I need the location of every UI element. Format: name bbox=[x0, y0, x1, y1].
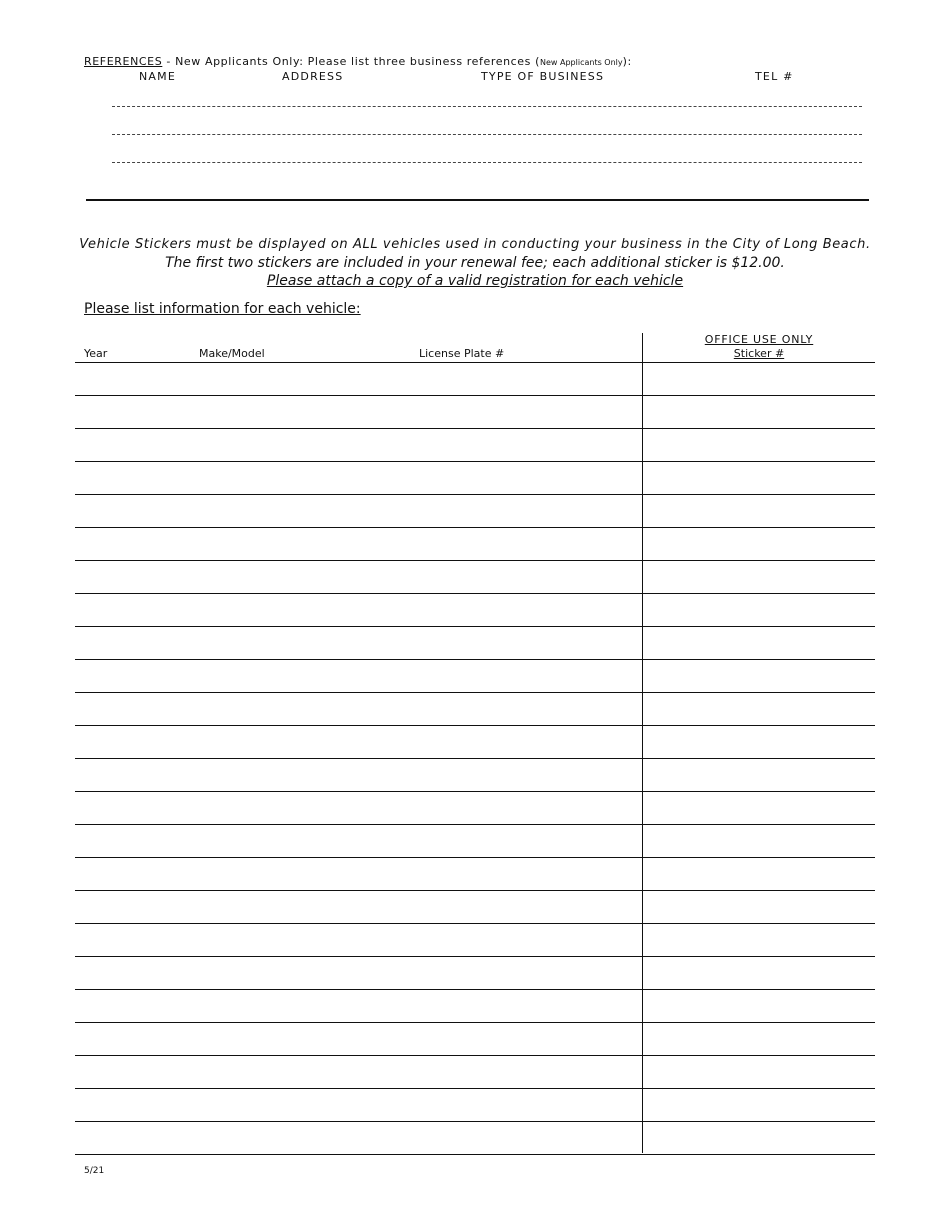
vehicle-row[interactable] bbox=[75, 1121, 875, 1155]
vehicle-row[interactable] bbox=[75, 758, 875, 791]
vehicle-row[interactable] bbox=[75, 725, 875, 758]
vehicle-row[interactable] bbox=[75, 1088, 875, 1121]
vehicle-row[interactable] bbox=[75, 494, 875, 527]
vehicle-row[interactable] bbox=[75, 461, 875, 494]
references-small-note: New Applicants Only bbox=[540, 58, 623, 67]
references-heading bbox=[84, 55, 632, 68]
vehicle-row[interactable] bbox=[75, 989, 875, 1022]
references-title: REFERENCES bbox=[84, 55, 163, 68]
vehicle-row[interactable] bbox=[75, 857, 875, 890]
ref-col-type: TYPE OF BUSINESS bbox=[481, 70, 605, 83]
sticker-notice-line3: Please attach a copy of a valid registration for each vehicle bbox=[266, 273, 684, 289]
vehicle-row[interactable] bbox=[75, 923, 875, 956]
office-use-divider bbox=[642, 333, 643, 1153]
sticker-notice-line1: Vehicle Stickers must be displayed on ALL vehicles used in conducting your business in the City of Long Beach. bbox=[79, 237, 871, 252]
reference-line-1[interactable] bbox=[112, 106, 862, 107]
vehicle-row[interactable] bbox=[75, 593, 875, 626]
vehicle-row[interactable] bbox=[75, 626, 875, 659]
ref-col-address: ADDRESS bbox=[282, 70, 344, 83]
vehicle-row[interactable] bbox=[75, 824, 875, 857]
vehicle-row[interactable] bbox=[75, 362, 875, 395]
vehicle-row[interactable] bbox=[75, 560, 875, 593]
references-subtitle: - New Applicants Only: Please list three business references ( bbox=[162, 55, 540, 68]
vehicle-row[interactable] bbox=[75, 659, 875, 692]
revision-code: 5/21 bbox=[84, 1166, 105, 1176]
references-closing: ): bbox=[622, 55, 632, 68]
section-divider bbox=[86, 199, 869, 201]
header-year: Year bbox=[84, 347, 108, 360]
header-office-use: OFFICE USE ONLY bbox=[704, 333, 814, 346]
vehicle-row[interactable] bbox=[75, 890, 875, 923]
sticker-notice-line2: The first two stickers are included in your renewal fee; each additional sticker is $12.00. bbox=[165, 255, 785, 271]
vehicle-table bbox=[75, 362, 875, 1155]
vehicle-row[interactable] bbox=[75, 692, 875, 725]
vehicle-row[interactable] bbox=[75, 1055, 875, 1088]
header-make-model: Make/Model bbox=[199, 347, 265, 360]
vehicle-row[interactable] bbox=[75, 428, 875, 461]
vehicle-row[interactable] bbox=[75, 395, 875, 428]
reference-line-3[interactable] bbox=[112, 162, 862, 163]
vehicle-row[interactable] bbox=[75, 791, 875, 824]
header-sticker: Sticker # bbox=[733, 347, 785, 360]
ref-col-name: NAME bbox=[139, 70, 176, 83]
header-license-plate: License Plate # bbox=[419, 347, 505, 360]
vehicle-list-prompt: Please list information for each vehicle: bbox=[84, 301, 361, 317]
ref-col-tel: TEL # bbox=[755, 70, 794, 83]
vehicle-row[interactable] bbox=[75, 527, 875, 560]
vehicle-row[interactable] bbox=[75, 1022, 875, 1055]
reference-line-2[interactable] bbox=[112, 134, 862, 135]
vehicle-row[interactable] bbox=[75, 956, 875, 989]
